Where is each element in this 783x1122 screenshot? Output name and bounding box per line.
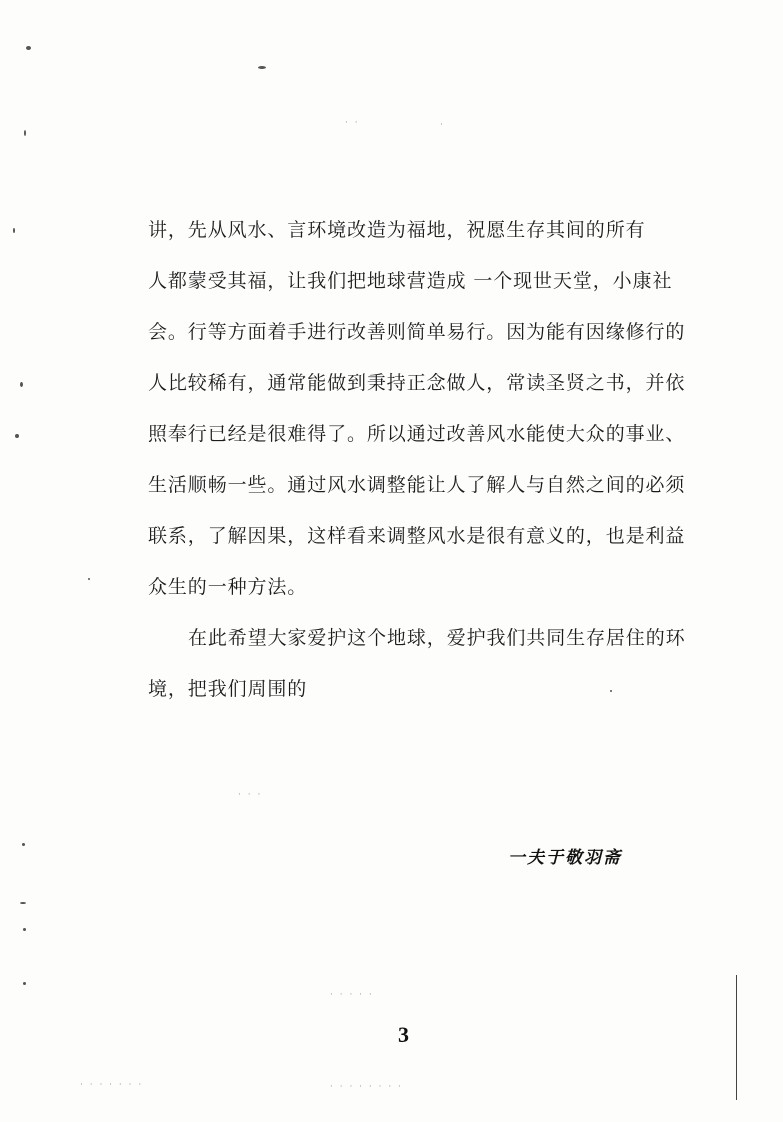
scan-speck <box>258 66 266 69</box>
scan-speck <box>22 843 25 846</box>
body-text <box>148 205 696 715</box>
text-line: 人都蒙受其福，让我们把地球营造成 一个现世天堂，小康社 <box>148 270 673 292</box>
scan-noise: · · · · · · · <box>80 1080 144 1090</box>
scan-noise: · · · · · · · · <box>330 1082 403 1092</box>
paragraph <box>148 205 696 613</box>
paragraph <box>148 613 696 715</box>
scan-noise: · <box>440 120 445 130</box>
scan-noise: · · <box>345 118 360 128</box>
scan-speck <box>20 902 26 904</box>
text-line: 联系，了解因果，这样看来调整风水是很有意义的，也是利益 <box>148 525 686 547</box>
scan-speck <box>20 382 23 387</box>
text-line: 生活顺畅一些。通过风水调整能让人了解人与自然之间的必须 <box>148 474 686 496</box>
signature: 一夫于敬羽斋 <box>508 848 622 868</box>
scan-speck <box>23 928 26 931</box>
scan-speck <box>24 130 26 136</box>
text-line: 境，把我们周围的 <box>148 678 308 700</box>
text-line: 照奉行已经是很难得了。所以通过改善风水能使大众的事业、 <box>148 423 686 445</box>
scan-noise: · · · · · <box>330 990 374 1000</box>
scan-edge-line <box>736 975 737 1100</box>
text-line: 众生的一种方法。 <box>148 576 308 598</box>
page-number: 3 <box>398 1022 409 1047</box>
text-line: 在此希望大家爱护这个地球，爱护我们共同生存居住的环 <box>188 627 686 649</box>
scan-speck <box>23 982 26 985</box>
scan-noise: · · · <box>238 790 263 800</box>
scan-speck <box>26 46 31 50</box>
text-line: 会。行等方面着手进行改善则简单易行。因为能有因缘修行的 <box>148 321 686 343</box>
text-line: 人比较稀有，通常能做到秉持正念做人，常读圣贤之书，并依 <box>148 372 686 394</box>
scan-speck <box>88 578 90 580</box>
scan-speck <box>13 228 15 233</box>
scan-speck <box>15 434 19 438</box>
text-line: 讲，先从风水、言环境改造为福地，祝愿生存其间的所有 <box>148 219 646 241</box>
